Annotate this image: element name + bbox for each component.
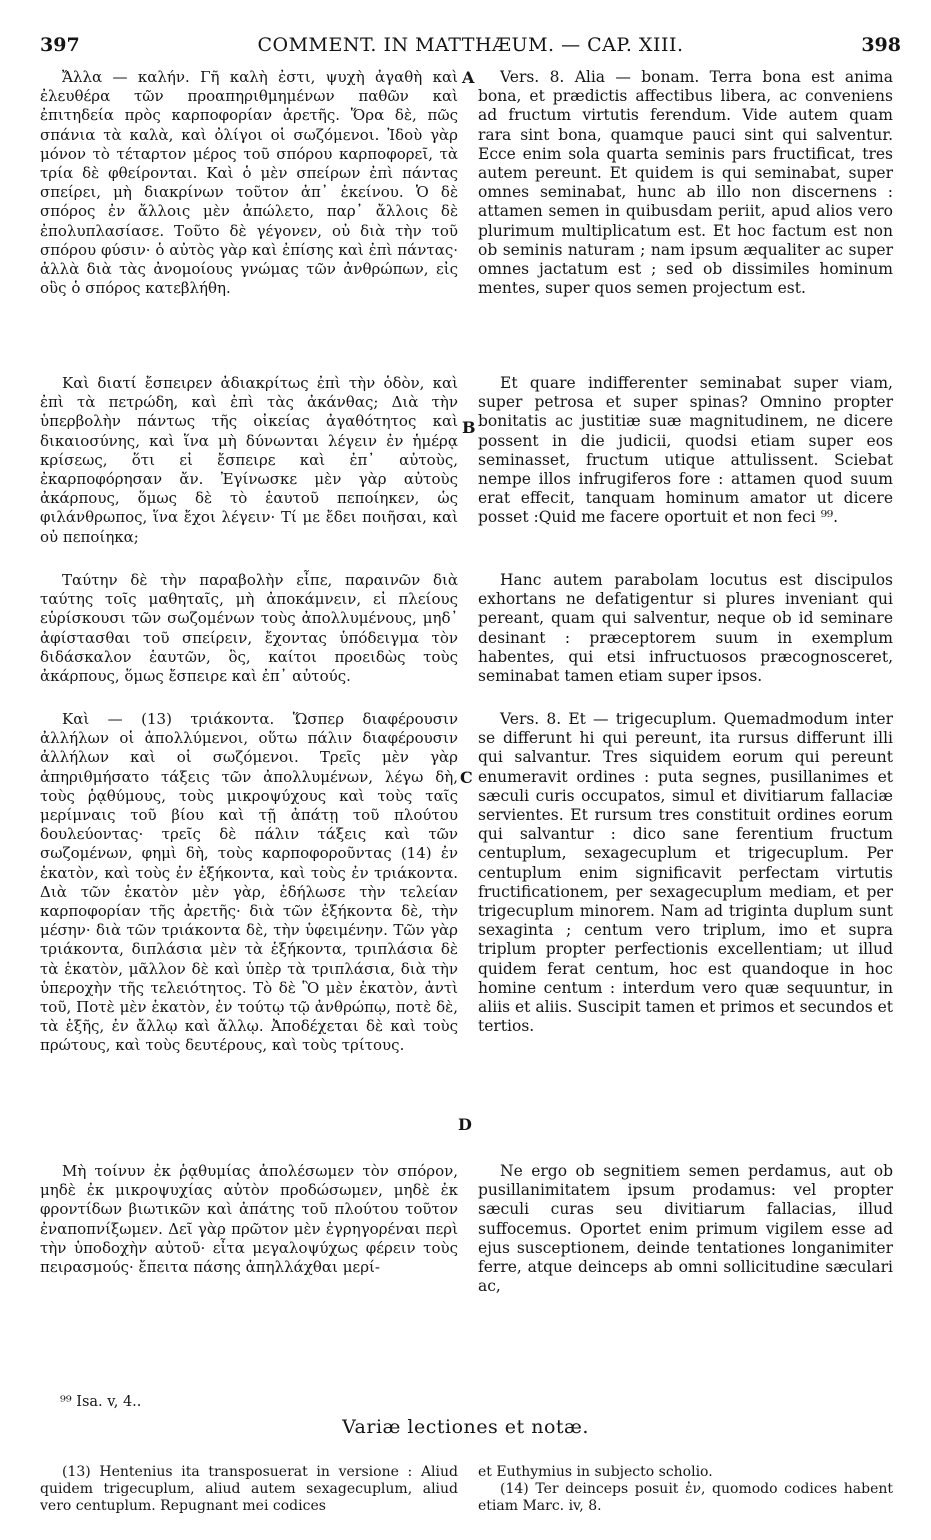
greek-paragraph-1: Ἄλλα — καλήν. Γῆ καλὴ ἐστι, ψυχὴ ἀγαθὴ καὶ ἐλευθέρα τῶν προαπηριθμημένων παθῶν καὶ ἐπιτηδεία πρὸς καρποφορίαν ἀρετῆς. Ὅρα δὲ, πῶς σπάνια τὰ καλὰ, καὶ ὀλίγοι οἱ σωζόμενοι. Ἰδοὺ γὰρ μόνον τὸ τέταρτον μέρος τοῦ σπόρου καρποφορεῖ, τὰ τρία δὲ φθείρονται. Καὶ ὁ μὲν σπείρων ἐπὶ πάντας σπείρει, μὴ διακρίνων τοῦτον ἀπ᾽ ἐκείνου. Ὁ δὲ σπόρος ἐν ἄλλοις μὲν ἀπώλετο, παρ᾽ ἄλλοις δὲ ἐπολυπλασίασε. Τοῦτο δὲ γέγονεν, οὐ διὰ τὴν τοῦ σπόρου φύσιν· ὁ αὐτὸς γὰρ καὶ ἐπίσης καὶ ἐπὶ πάντας· ἀλλὰ διὰ τὰς ἀνομοίους γνώμας τῶν ἀνθρώπων, εἰς οὓς ὁ σπόρος κατεβλήθη. bbox=[40, 68, 458, 298]
note-13-continued: et Euthymius in subjecto scholio. bbox=[478, 1464, 713, 1480]
greek-paragraph-3: Ταύτην δὲ τὴν παραβολὴν εἶπε, παραινῶν διὰ ταύτης τοῖς μαθηταῖς, μὴ ἀποκάμνειν, εἰ πλείους εὑρίσκουσι τῶν σωζομένων τοὺς ἀπολλυμένους, μηδ᾽ ἀφίστασθαι τοῦ σπείρειν, ἔχοντας ὑπόδειγμα τὸν διδάσκαλον ἑαυτῶν, ὃς, καίτοι προειδὼς τοὺς ἀκάρπους, ὅμως ἔσπειρε καὶ ἐπ᾽ αὐτούς. bbox=[40, 571, 458, 686]
latin-paragraph-3: Hanc autem parabolam locutus est discipulos exhortans ne defatigentur si plures inveniant qui pereant, quam qui salventur, neque ob id seminare desinant : præceptorem suum in exemplum habentes, qui etsi infructuosos præcognosceret, seminabat tamen etiam super ipsos. bbox=[478, 571, 893, 686]
latin-paragraph-2: Et quare indifferenter seminabat super viam, super petrosa et super spinas? Omnino propter bonitatis ac justitiæ suæ magnitudinem, ne dicere possent in die judicii, quodsi etiam super eos seminasset, fructum utique attulissent. Sciebat nempe illos infrugiferos fore : attamen quod suum erat effecit, tanquam hominum amator ut dicere posset :Quid me facere oportuit et non feci ⁹⁹. bbox=[478, 374, 893, 527]
right-page-number: 398 bbox=[861, 34, 901, 56]
variae-lectiones-title: Variæ lectiones et notæ. bbox=[342, 1416, 589, 1438]
greek-paragraph-4: Καὶ — (13) τριάκοντα. Ὥσπερ διαφέρουσιν ἀλλήλων οἱ ἀπολλύμενοι, οὕτω πάλιν διαφέρουσιν ἀλλήλων καὶ οἱ σωζόμενοι. Τρεῖς μὲν γὰρ ἀπηριθμήσατο τάξεις τῶν ἀπολλυμένων, λέγω δὴ, τοὺς ῥᾳθύμους, τοὺς μικροψύχους καὶ τοὺς ταῖς μερίμναις τοῦ βίου καὶ τῇ ἀπάτῃ τοῦ πλούτου δουλεύοντας· τρεῖς δὲ πάλιν τάξεις καὶ τῶν σωζομένων, φημὶ δὴ, τοὺς καρποφοροῦντας (14) ἐν ἑκατὸν, καὶ τοὺς ἐν ἑξήκοντα, καὶ τοὺς ἐν τριάκοντα. Διὰ τῶν ἑκατὸν μὲν γὰρ, ἐδήλωσε τὴν τελείαν καρποφορίαν τῆς ἀρετῆς· διὰ τῶν ἑξήκοντα δὲ, τὴν μέσην· διὰ τῶν τριάκοντα δὲ, τὴν ὑφειμένην. Τῶν γὰρ τριάκοντα, διπλάσια μὲν τὰ ἑξήκοντα, τριπλάσια δὲ τὰ ἑκατὸν, μᾶλλον δὲ καὶ ὑπὲρ τὰ τριπλάσια, διὰ τὴν ὑπεροχὴν τῆς τελειότητος. Τὸ δὲ Ὃ μὲν ἑκατὸν, ἀντὶ τοῦ, Ποτὲ μὲν ἑκατὸν, ἐν τούτῳ τῷ ἀνθρώπῳ, ποτὲ δὲ, τὰ ἑξῆς, ἐν ἄλλῳ καὶ ἄλλῳ. Ἀποδέχεται δὲ καὶ τοὺς πρώτους, καὶ τοὺς δευτέρους, καὶ τοὺς τρίτους. bbox=[40, 710, 458, 1055]
latin-paragraph-1: Vers. 8. Alia — bonam. Terra bona est anima bona, et prædictis affectibus libera, ac conveniens ad fructum virtutis ferendum. Vide autem quam rara sint bona, quamque pauci sint qui salventur. Ecce enim sola quarta seminis pars fructificat, tres autem pereunt. Et quidem is qui seminabat, super omnes seminabat, hunc ab illo non discernens : attamen semen in quibusdam periit, apud alios vero plurimum multiplicatum est. Et hoc factum est non ob seminis naturam ; nam ipsum æqualiter ac super omnes jactatum est ; sed ob dissimiles hominum mentes, super quos semen projectum est. bbox=[478, 68, 893, 298]
notes-right-column bbox=[478, 1464, 893, 1515]
margin-letter-c: C bbox=[460, 768, 473, 787]
left-page-number: 397 bbox=[40, 34, 80, 56]
footnote: ⁹⁹ Isa. v, 4.. bbox=[60, 1394, 142, 1410]
latin-paragraph-5: Ne ergo ob segnitiem semen perdamus, aut ob pusillanimitatem ipsum prodamus: vel propter sæculi curas seu divitiarum fallacias, illud suffocemus. Oportet enim primum vigilem esse ad ejus susceptionem, deinde tentationes longanimiter ferre, atque deinceps ab omni sollicitudine sæculari ac, bbox=[478, 1162, 893, 1296]
note-13: (13) Hentenius ita transposuerat in versione : Aliud quidem trigecuplum, aliud autem sexagecuplum, aliud vero centuplum. Repugnant mei codices bbox=[40, 1464, 458, 1514]
latin-paragraph-4: Vers. 8. Et — trigecuplum. Quemadmodum inter se differunt hi qui pereunt, ita rursus differunt illi qui salvantur. Tres siquidem eorum qui pereunt enumeravit ordines : puta segnes, pusillanimes et sæculi curis occupatos, simul et divitiarum fallaciæ servientes. Et rursum tres constituit ordines eorum qui salvantur : dico sane ferentium fructum centuplum, sexagecuplum et trigecuplum. Per centuplum enim significavit perfectam virtutis fructificationem, per sexagecuplum mediam, et per trigecuplum minorem. Nam ad triginta duplum sunt sexaginta ; centum vero triplum, imo et supra triplum propter perfectionis excellentiam; ut illud quidem ferat centum, hoc est quandoque in hoc homine centum : interdum vero quæ sequuntur, in aliis et aliis. Suscipit tamen et primos et secundos et tertios. bbox=[478, 710, 893, 1036]
margin-letter-b: B bbox=[462, 418, 476, 437]
note-14: (14) Ter deinceps posuit ἐν, quomodo codices habent etiam Marc. iv, 8. bbox=[478, 1481, 893, 1514]
margin-letter-d: D bbox=[458, 1115, 472, 1134]
running-title: COMMENT. IN MATTHÆUM. — CAP. XIII. bbox=[257, 34, 684, 56]
running-header bbox=[40, 34, 901, 62]
greek-paragraph-2: Καὶ διατί ἔσπειρεν ἀδιακρίτως ἐπὶ τὴν ὁδὸν, καὶ ἐπὶ τὰ πετρώδη, καὶ ἐπὶ τὰς ἀκάνθας; Διὰ τὴν ὑπερβολὴν πάντως τῆς οἰκείας ἀγαθότητος καὶ δικαιοσύνης, καὶ ἵνα μὴ δύνωνται λέγειν ἐν ἡμέρᾳ κρίσεως, ὅτι εἰ ἔσπειρε καὶ ἐπ᾽ αὐτοὺς, ἐκαρποφόρησαν ἄν. Ἐγίνωσκε μὲν γὰρ αὐτοὺς ἀκάρπους, ὅμως δὲ τὸ ἑαυτοῦ πεποίηκεν, ὡς φιλάνθρωπος, ἵνα ἔχοι λέγειν· Τί με ἔδει ποιῆσαι, καὶ οὐ πεποίηκα; bbox=[40, 374, 458, 546]
margin-letter-a: A bbox=[462, 68, 475, 87]
greek-paragraph-5: Μὴ τοίνυν ἐκ ῥᾳθυμίας ἀπολέσωμεν τὸν σπόρον, μηδὲ ἐκ μικροψυχίας αὐτὸν προδώσωμεν, μηδὲ ἐκ φροντίδων βιωτικῶν καὶ ἀπάτης τοῦ πλούτου τοῦτον ἐναποπνίξωμεν. Δεῖ γὰρ πρῶτον μὲν ἐγρηγορέναι περὶ τὴν ὑποδοχὴν αὐτοῦ· εἶτα μεγαλοψύχως φέρειν τοὺς πειρασμούς· ἔπειτα πάσης ἀπηλλάχθαι μερί- bbox=[40, 1162, 458, 1277]
